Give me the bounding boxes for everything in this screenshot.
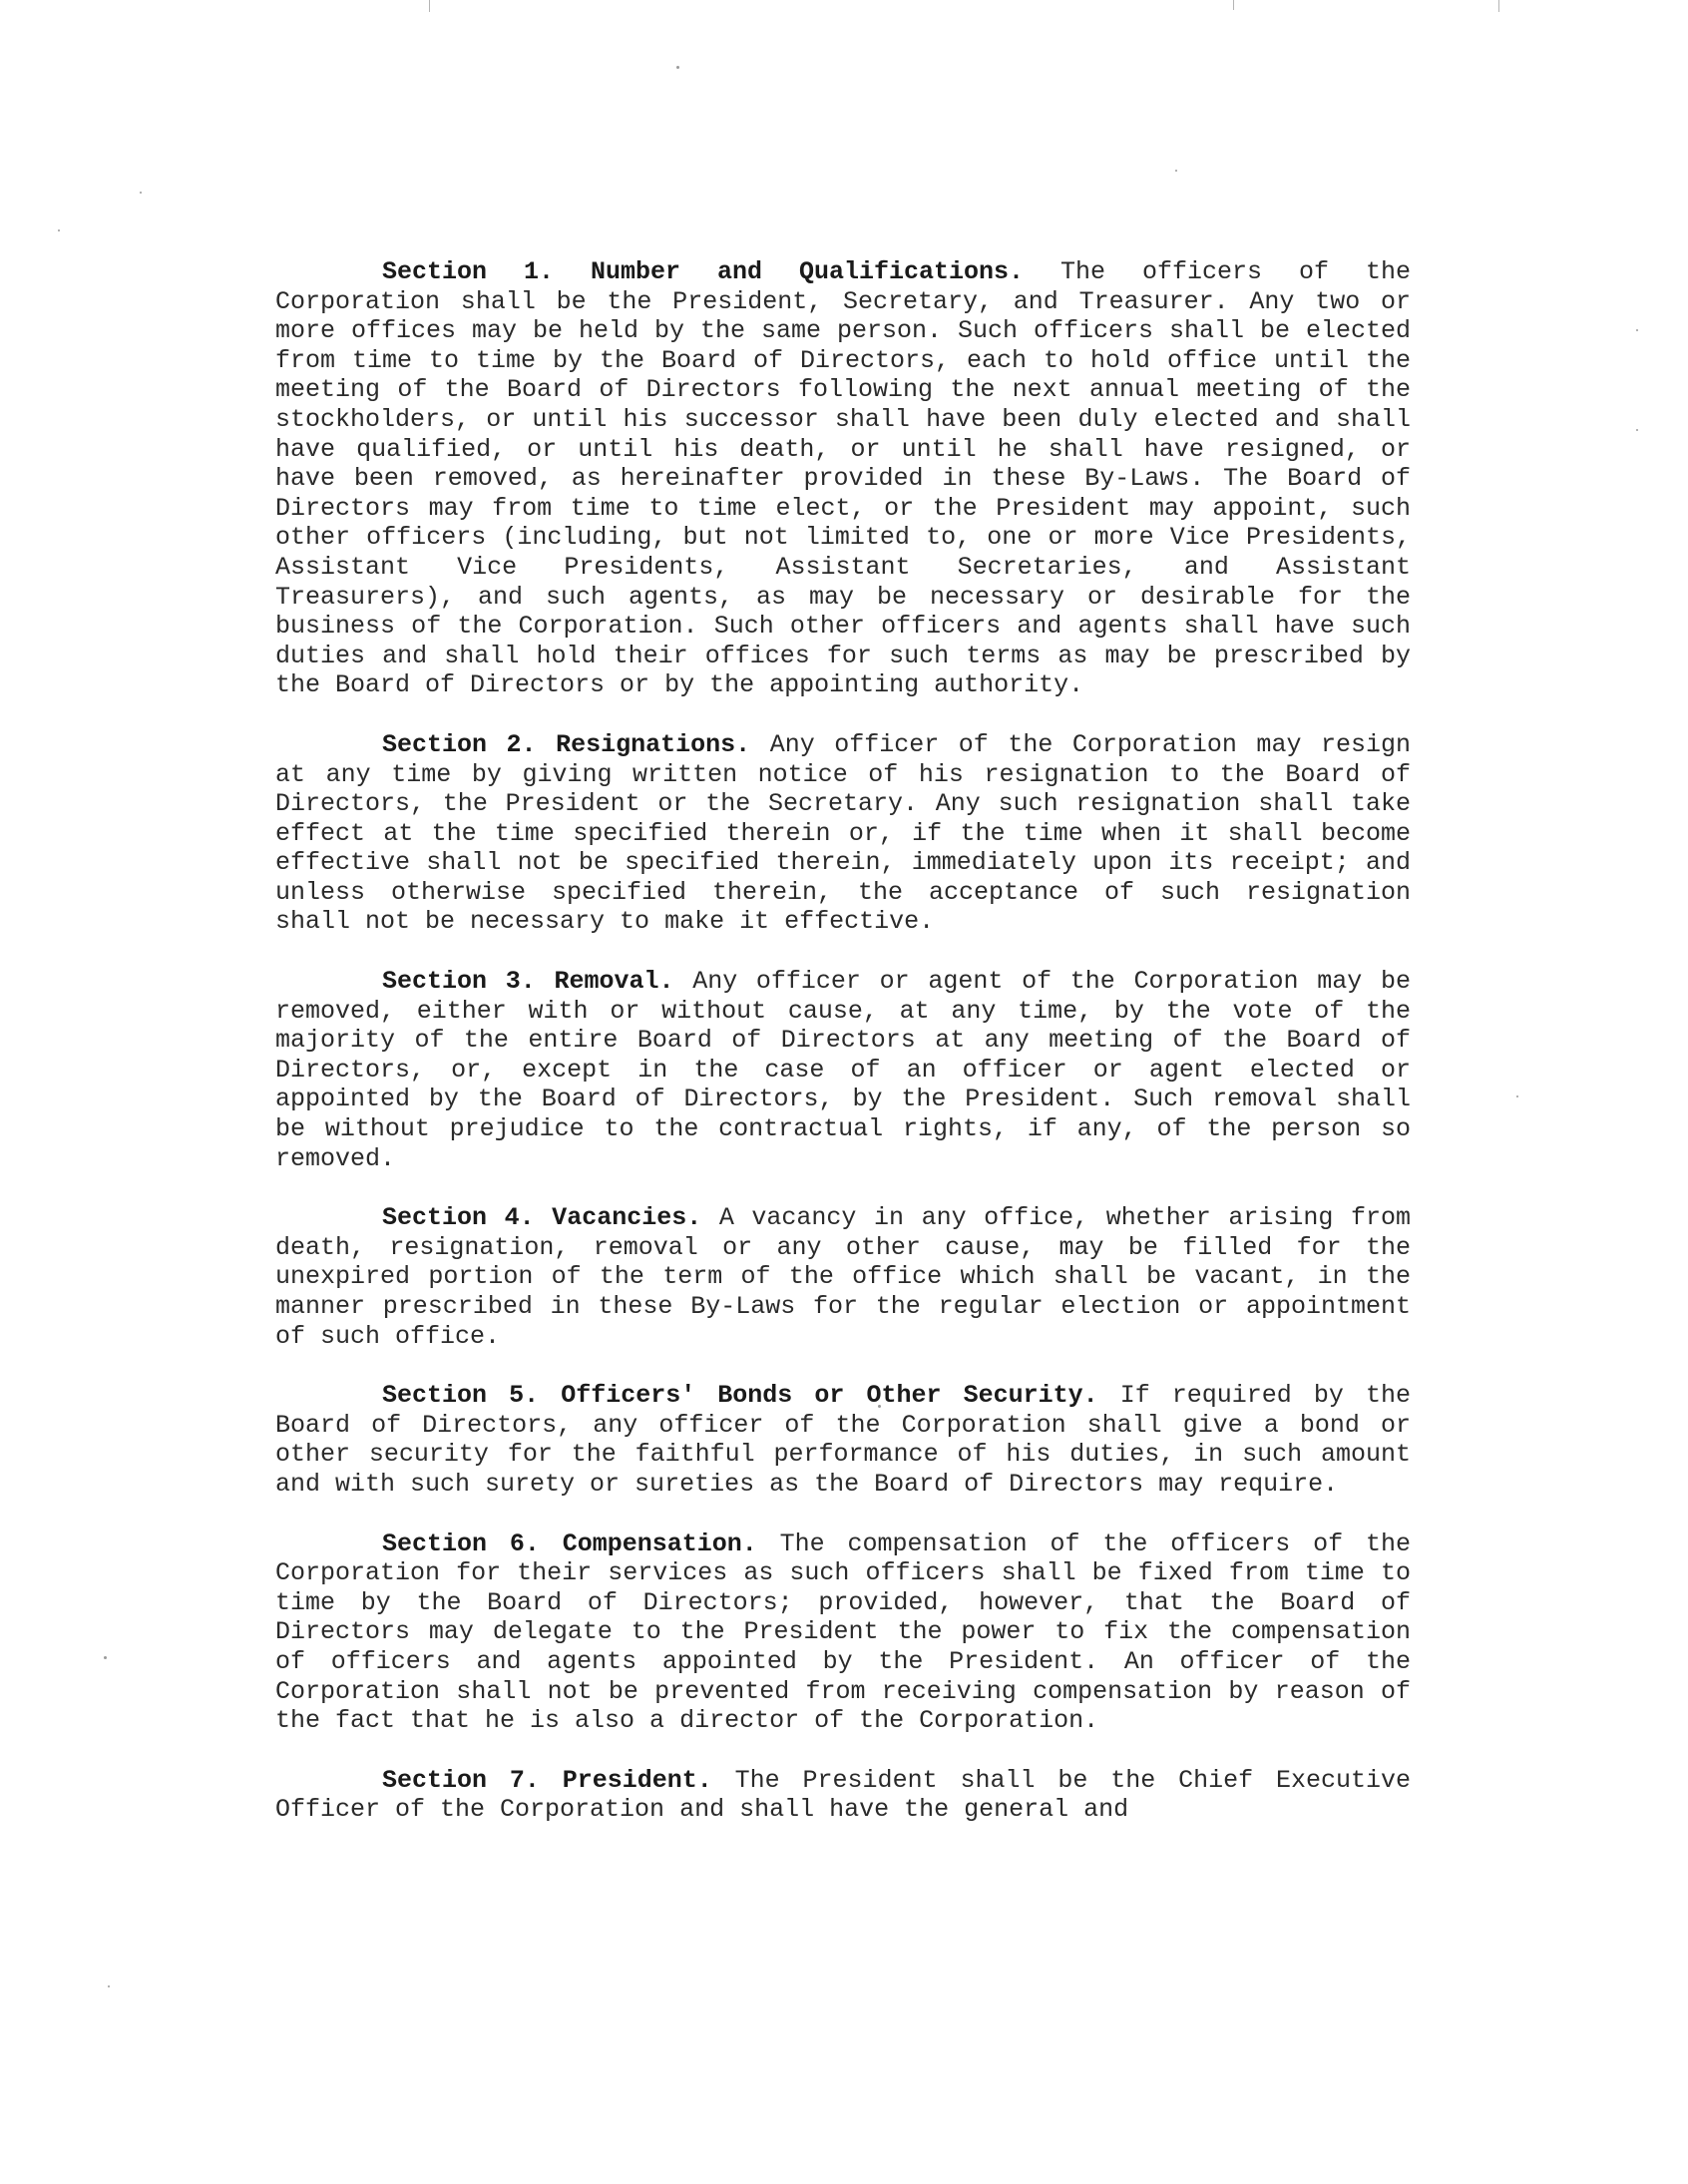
section-body: The officers of the Corporation shall be the President, Secretary, and Treasurer. Any two or more offices may be held by the same person. Such officers shall be elected from time to time by the Board of Directors, each to hold office until the meeting of the Board of Directors following the next annual meeting of the stockholders, or until his successor shall have been duly elected and shall have qualified, or until his death, or until he shall have resigned, or have been removed, as hereinafter provided in these By-Laws. The Board of Directors may from time to time elect, or the President may appoint, such other officers (including, but not limited to, one or more Vice Presidents, Assistant Vice Presidents, Assistant Secretaries, and Assistant Treasurers), and such agents, as may be necessary or desirable for the business of the Corporation. Such other officers and agents shall have such duties and shall hold their offices for such terms as may be prescribed by the Board of Directors or by the appointing authority. <box>275 257 1411 700</box>
scan-speck <box>104 1656 107 1659</box>
section-body: A vacancy in any office, whether arising from death, resignation, removal or any other cause, may be filled for the unexpired portion of the term of the office which shall be vacant, in the manner prescribed in these By-Laws for the regular election or appointment of such office. <box>275 1203 1411 1351</box>
scan-speck <box>676 66 679 69</box>
scan-mark <box>1233 0 1234 10</box>
section-body: If required by the Board of Directors, any officer of the Corporation shall give a bond or other security for the faithful performance of his duties, in such amount and with such surety or sureties as the Board of Directors may require. <box>275 1381 1411 1499</box>
section-7 <box>275 1766 1411 1825</box>
scan-speck <box>1516 1095 1518 1097</box>
section-4 <box>275 1203 1411 1351</box>
scan-speck <box>1175 170 1177 172</box>
section-5 <box>275 1381 1411 1499</box>
section-heading: Section 6. Compensation. <box>382 1529 757 1558</box>
section-3 <box>275 967 1411 1173</box>
scan-speck <box>1636 329 1638 331</box>
scan-speck <box>140 192 142 194</box>
bylaws-text <box>275 257 1411 1855</box>
section-heading: Section 4. Vacancies. <box>382 1203 702 1233</box>
section-6 <box>275 1529 1411 1736</box>
section-heading: Section 7. President. <box>382 1765 712 1795</box>
section-heading: Section 1. Number and Qualifications. <box>382 257 1025 286</box>
scan-mark <box>1498 0 1499 12</box>
section-heading: Section 3. Removal. <box>382 967 674 997</box>
section-body: Any officer of the Corporation may resign at any time by giving written notice of his resignation to the Board of Directors, the President or the Secretary. Any such resignation shall take effect at the time specified therein or, if the time when it shall become effective shall not be specified therein, immediately upon its receipt; and unless otherwise specified therein, the acceptance of such resignation shall not be necessary to make it effective. <box>275 729 1411 937</box>
section-body: Any officer or agent of the Corporation may be removed, either with or without cause, at any time, by the vote of the majority of the entire Board of Directors at any meeting of the Board of Directors, or, except in the case of an officer or agent elected or appointed by the Board of Directors, by the President. Such removal shall be without prejudice to the contractual rights, if any, of the person so removed. <box>275 967 1411 1173</box>
scan-speck <box>58 229 60 231</box>
section-body: The compensation of the officers of the Corporation for their services as such officers shall be fixed from time to time by the Board of Directors; provided, however, that the Board of Directors may delegate to the President the power to fix the compensation of officers and agents appointed by the President. An officer of the Corporation shall not be prevented from receiving compensation by reason of the fact that he is also a director of the Corporation. <box>275 1529 1411 1736</box>
scan-speck <box>108 1985 110 1987</box>
scan-mark <box>429 0 430 12</box>
section-heading: Section 5. Officers' Bonds or Other Security. <box>382 1381 1098 1411</box>
section-body: The President shall be the Chief Executive Officer of the Corporation and shall have the general and <box>275 1765 1411 1825</box>
section-1 <box>275 257 1411 700</box>
section-2 <box>275 730 1411 937</box>
scan-speck <box>1636 429 1638 431</box>
section-heading: Section 2. Resignations. <box>382 729 751 759</box>
